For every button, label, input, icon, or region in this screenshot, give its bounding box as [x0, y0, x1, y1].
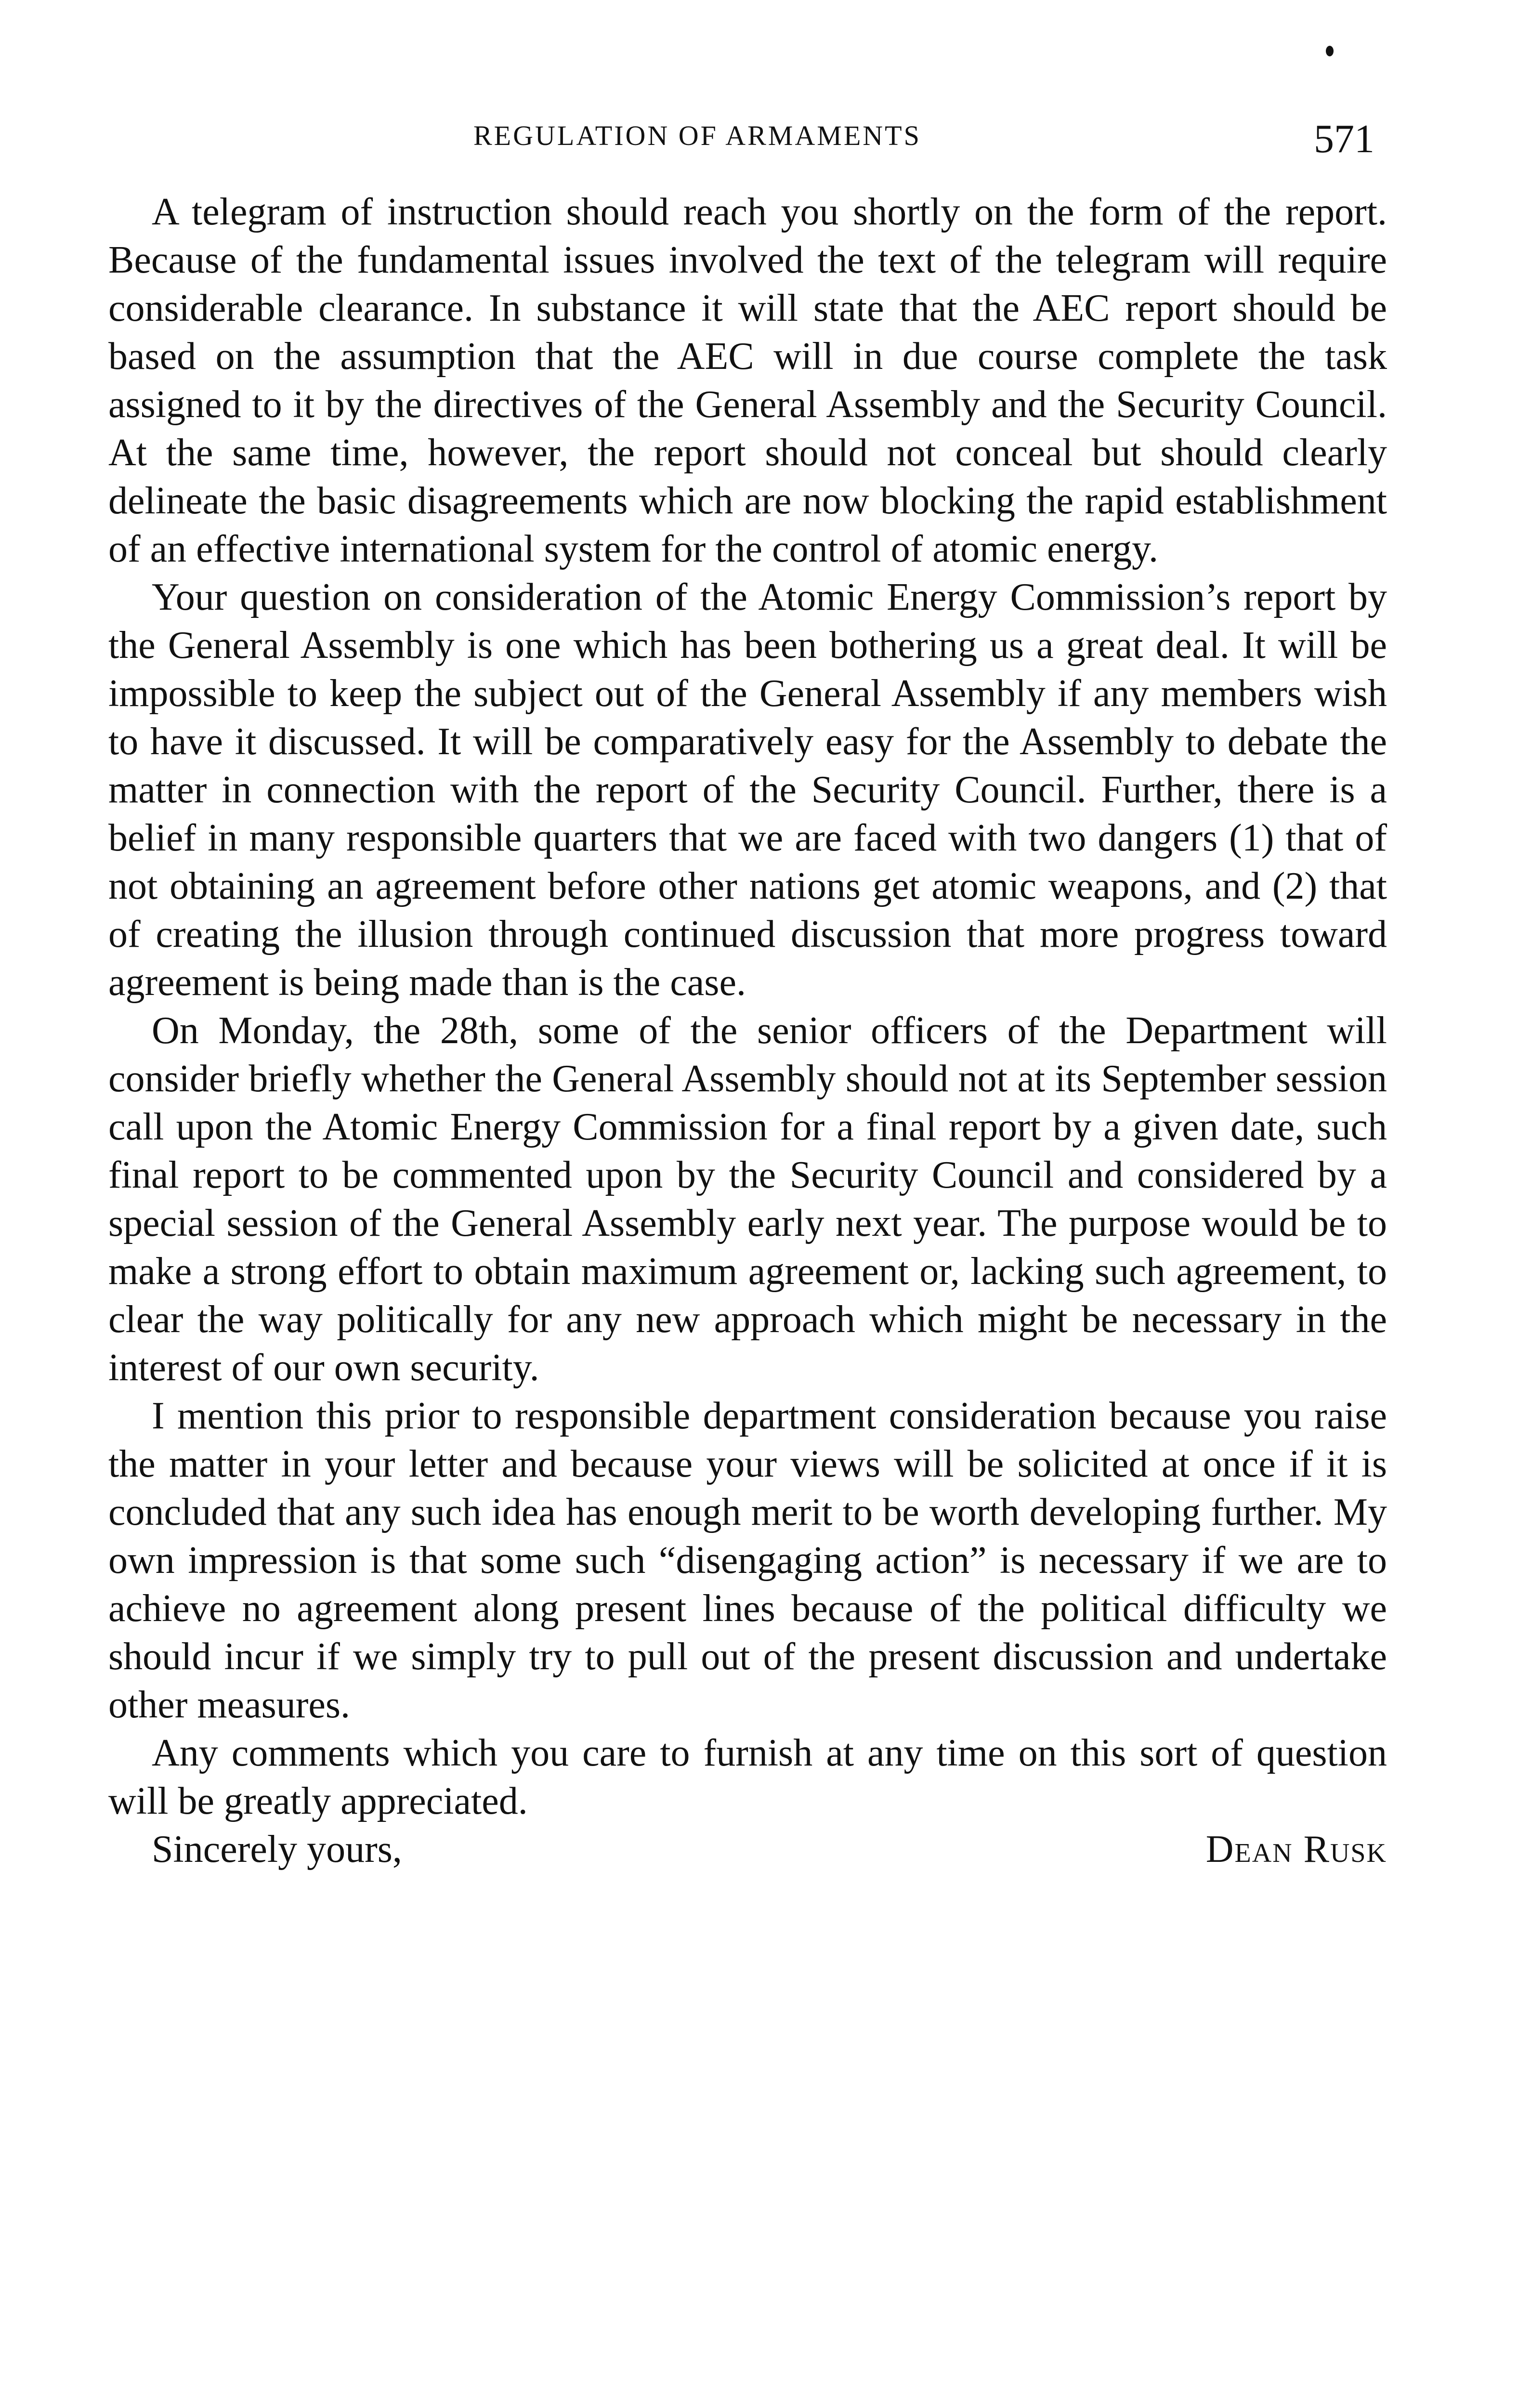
- paragraph-comments: Any comments which you care to furnish at any time on this sort of question will be greatly appreciated.: [108, 1732, 1387, 1822]
- paragraph-general-assembly: Your question on consideration of the Atomic Energy Commission’s report by the General Assembly is one which has been bothering us a great deal. It will be impossible to keep the subject out of the General Assembly if any members wish to have it discussed. It will be comparatively easy for the Assembly to debate the matter in connection with the report of the Security Council. Further, there is a belief in many responsible quarters that we are faced with two dangers (1) that of not obtaining an agreement before other nations get atomic weapons, and (2) that of creating the illusion through continued discussion that more progress toward agreement is being made than is the case.: [108, 576, 1387, 1004]
- paragraph-telegram: A telegram of instruction should reach you shortly on the form of the report. Because of the fundamental issues involved the text of the telegram will require considerable clearance. In substance it will state that the AEC report should be based on the assumption that the AEC will in due course complete the task assigned to it by the directives of the General Assembly and the Security Council. At the same time, however, the report should not conceal but should clearly delineate the basic disagreements which are now blocking the rapid establishment of an effective international system for the control of atomic energy.: [108, 191, 1387, 570]
- signature: Dean Rusk: [1205, 1828, 1387, 1871]
- paragraph-disengaging-action: I mention this prior to responsible department consideration because you raise the matter in your letter and because your views will be solicited at once if it is concluded that any such idea has enough merit to be worth developing further. My own impression is that some such “disengaging action” is necessary if we are to achieve no agreement along present lines because of the political difficulty we should incur if we simply try to pull out of the present discussion and undertake other measures.: [108, 1395, 1387, 1726]
- running-title: REGULATION OF ARMAMENTS: [473, 120, 921, 151]
- salutation: Sincerely yours,: [152, 1828, 402, 1871]
- ink-speck: [1326, 46, 1334, 56]
- page-number: 571: [1314, 117, 1374, 161]
- paragraph-monday-meeting: On Monday, the 28th, some of the senior officers of the Department will consider briefly whether the General Assembly should not at its September session call upon the Atomic Energy Commission for a final report by a given date, such final report to be commented upon by the Security Council and considered by a special session of the General Assembly early next year. The purpose would be to make a strong effort to obtain maximum agreement or, lacking such agreement, to clear the way politically for any new approach which might be necessary in the interest of our own security.: [108, 1009, 1387, 1389]
- letter-closing: [108, 1825, 1387, 1873]
- letter-body: [108, 188, 1387, 1873]
- running-header: [0, 116, 1387, 159]
